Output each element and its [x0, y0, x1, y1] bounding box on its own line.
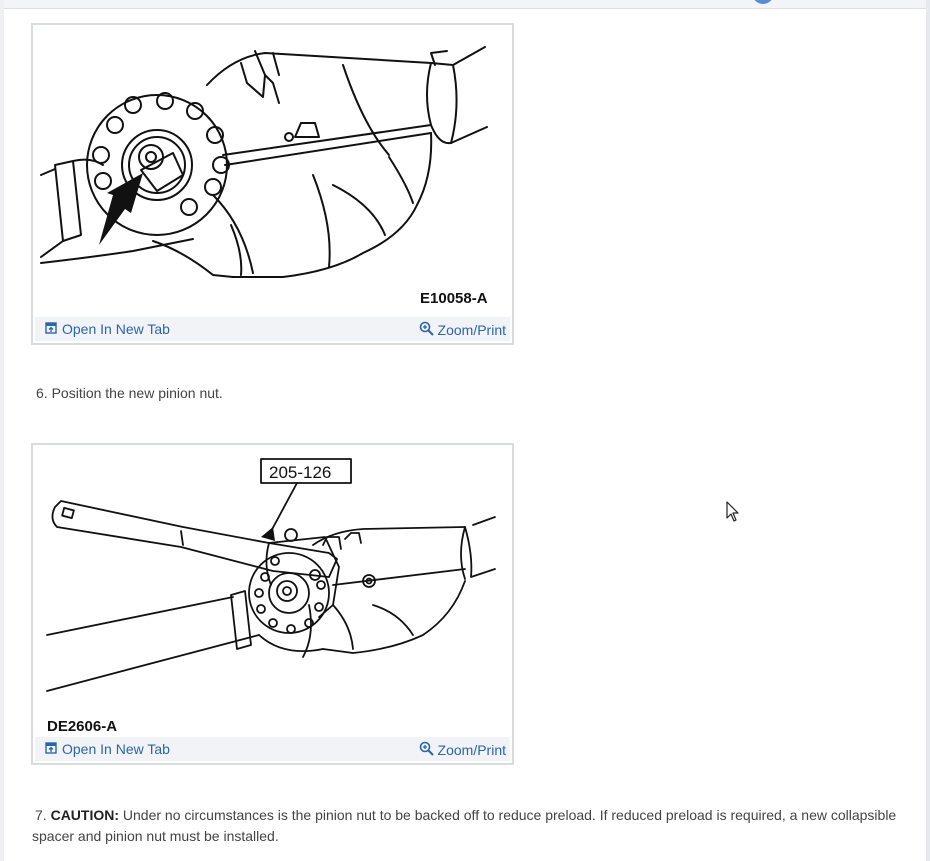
step-6-text: Position the new pinion nut.	[51, 385, 223, 401]
caution-label: CAUTION:	[50, 807, 120, 823]
figure-1	[31, 23, 514, 345]
zoom-print-link[interactable]	[419, 741, 506, 759]
open-tab-icon	[45, 741, 57, 757]
figure-2	[31, 443, 514, 765]
zoom-icon	[419, 321, 434, 339]
toolbar-button-icon[interactable]	[752, 0, 774, 4]
figure-toolbar	[35, 737, 510, 761]
left-edge	[0, 0, 4, 861]
figure-code: E10058-A	[420, 290, 488, 307]
zoom-print-label: Zoom/Print	[437, 742, 506, 758]
top-toolbar-edge	[4, 0, 926, 9]
figure-toolbar	[35, 317, 510, 341]
pinion-holder-tool-illustration	[33, 445, 512, 737]
step-6	[36, 385, 223, 401]
zoom-print-link[interactable]	[419, 321, 506, 339]
step-7	[32, 805, 912, 847]
open-tab-icon	[45, 321, 57, 337]
scrollbar-track[interactable]	[926, 0, 930, 861]
open-in-new-tab-link[interactable]	[45, 741, 170, 757]
tool-number-label: 205-126	[269, 463, 332, 482]
step-7-number: 7.	[35, 807, 47, 823]
zoom-print-label: Zoom/Print	[437, 322, 506, 338]
step-7-text: Under no circumstances is the pinion nut to be backed off to reduce preload. If reduced preload is required, a new collapsible spacer and pinion nut must be installed.	[32, 807, 897, 844]
figure-code: DE2606-A	[47, 718, 118, 735]
axle-flange-illustration	[33, 25, 512, 317]
zoom-icon	[419, 741, 434, 759]
open-in-new-tab-label: Open In New Tab	[62, 741, 170, 757]
step-6-number: 6.	[36, 385, 48, 401]
mouse-cursor-icon	[726, 501, 740, 528]
open-in-new-tab-link[interactable]	[45, 321, 170, 337]
open-in-new-tab-label: Open In New Tab	[62, 321, 170, 337]
